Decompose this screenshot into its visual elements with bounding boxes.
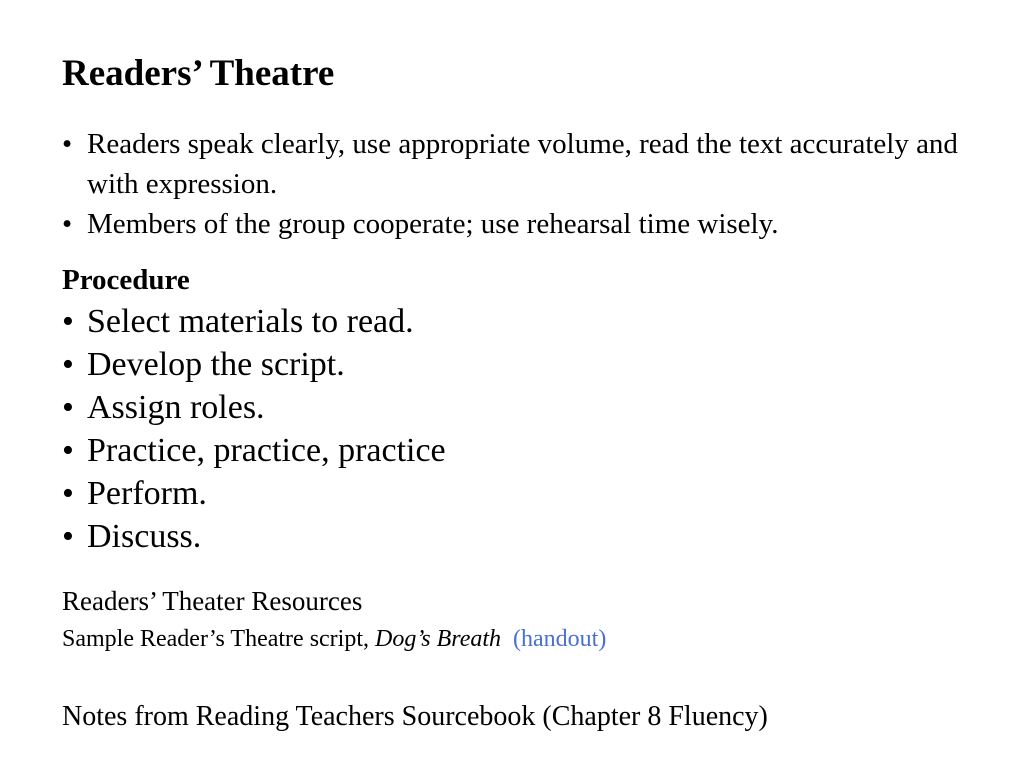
criteria-item [62, 204, 962, 244]
bullet-icon: • [62, 303, 74, 340]
procedure-step [62, 343, 446, 386]
handout-link[interactable]: (handout) [513, 626, 607, 652]
procedure-step-text: Select materials to read. [87, 303, 414, 340]
procedure-steps [62, 300, 446, 558]
bullet-icon: • [62, 389, 74, 426]
procedure-step-text: Discuss. [87, 518, 202, 555]
procedure-step-text: Assign roles. [87, 389, 265, 426]
criteria-item [62, 124, 962, 204]
notes-source: Notes from Reading Teachers Sourcebook (Chapter 8 Fluency) [62, 701, 768, 732]
procedure-step [62, 472, 446, 515]
procedure-step-text: Develop the script. [87, 346, 345, 383]
bullet-icon: • [62, 346, 74, 383]
sample-script-title: Dog’s Breath [375, 626, 502, 652]
sample-script-prefix: Sample Reader’s Theatre script, [62, 626, 376, 652]
bullet-icon: • [62, 518, 74, 555]
procedure-heading: Procedure [62, 264, 190, 296]
criteria-text: Members of the group cooperate; use rehearsal time wisely. [87, 208, 779, 240]
bullet-icon: • [62, 432, 74, 469]
procedure-step [62, 429, 446, 472]
procedure-step [62, 515, 446, 558]
procedure-step-text: Practice, practice, practice [87, 432, 446, 469]
sample-script-line [62, 622, 606, 656]
slide-title: Readers’ Theatre [62, 53, 335, 94]
bullet-icon: • [62, 475, 74, 512]
procedure-step-text: Perform. [87, 475, 207, 512]
criteria-text: Readers speak clearly, use appropriate volume, read the text accurately and with expression. [87, 128, 958, 200]
resources-link[interactable]: Readers’ Theater Resources [62, 586, 363, 616]
procedure-step [62, 300, 446, 343]
criteria-list [62, 124, 962, 244]
bullet-icon: • [62, 128, 73, 160]
procedure-step [62, 386, 446, 429]
bullet-icon: • [62, 208, 73, 240]
